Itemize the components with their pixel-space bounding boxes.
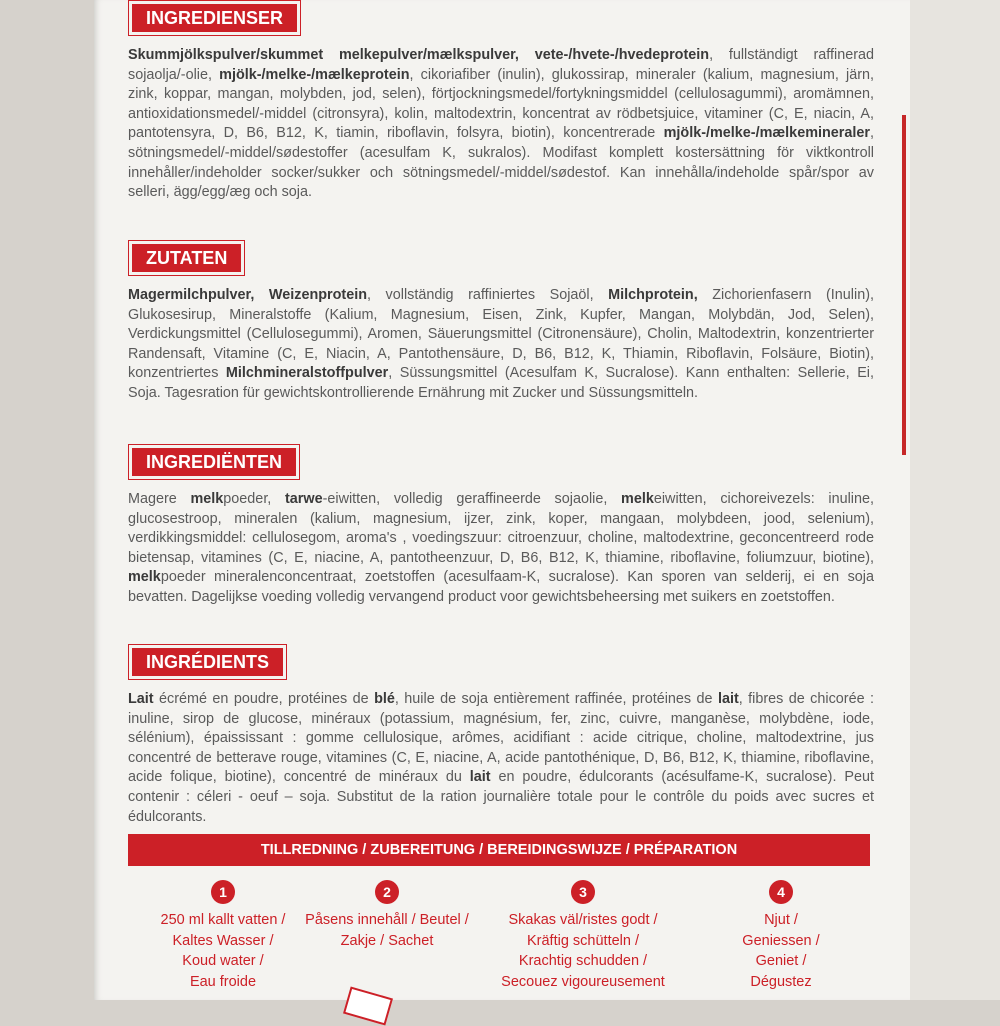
step-number: 3	[571, 880, 595, 904]
ingredient-fragment: Magere	[128, 491, 191, 507]
allergen-text: Skummjölkspulver/skummet melkepulver/mælkspulver, vete-/hvete-/hvedeprotein	[128, 47, 710, 63]
step-4	[686, 880, 876, 992]
step-text: Secouez vigoureusement	[501, 973, 665, 990]
allergen-text: melk	[128, 569, 161, 586]
step-text: Zakje / Sachet	[340, 932, 434, 949]
section-sv	[128, 0, 874, 203]
step-text: Skakas väl/ristes godt /	[508, 912, 658, 928]
background-strip	[910, 0, 1000, 1000]
section-de	[128, 240, 874, 404]
ingredient-text	[128, 286, 874, 404]
ingredient-fragment: , Süssungsmittel (Acesulfam K, Sucralose). Kann enthalten: Sellerie, Ei, Soja. Tagesration für gewichtskontrollierende Ernährung mit Zucker und Süssungsmitteln.	[128, 365, 874, 401]
step-text: Geniet /	[755, 953, 807, 969]
ingredient-fragment: écrémé en poudre, protéines de	[153, 691, 375, 707]
allergen-text: mjölk-/melke-/mælkemineraler	[663, 125, 870, 142]
ingredient-fragment: poeder,	[223, 491, 285, 507]
step-number: 2	[375, 880, 399, 904]
ingredient-fragment: , fibres de chicorée : inuline, sirop de glucose, minéraux (potassium, magnésium, fer, zinc, cuivre, manganèse, molybdène, iode, sélénium), épaississant : gomme cellulosique, arômes, acidifiant : acide citrique, choline, maltodextrine, jus concentré de betterave rouge, vitamines (C, E, niacine, A, acide pantothénique, D, B6, B12, K, thiamine, riboflavine, acide folique, biotine), concentré de minéraux du	[128, 691, 874, 786]
step-number: 4	[769, 880, 793, 904]
ingredient-fragment: eiwitten, cichoreivezels: inuline, glucosestroop, mineralen (kalium, magnesium, ijzer, zink, koper, mangaan, molybdeen, jood, selenium), verdikkingsmiddel: cellulosegom, aroma's , voedingszuur: citroenzuur, choline, maltodextrine, geconcentreerd rode bietensap, vitamines (C, E, niacine, A, pantotheenzuur, D, B6, B12, K, thiamine, riboflavine, foliumzuur, biotine),	[128, 491, 874, 566]
allergen-text: blé	[374, 691, 395, 707]
section-nl	[128, 444, 874, 608]
ingredient-text	[128, 490, 874, 608]
ingredient-fragment: , cikoriafiber (inulin), glukossirap, mineraler (kalium, magnesium, järn, zink, koppar, mangan, molybden, jod, selen), förtjockningsmedel/fortykningsmiddel (cellulosagummi), aromämnen, antioxidationsmedel/-middel (citronsyra), kolin, maltodextrin, koncentrat av rödbetsjuice, vitaminer (C, E, niacin, A, pantotensyra, D, B6, B12, K, tiamin, riboflavin, folsyra, biotin), koncentrerade	[128, 66, 874, 142]
preparation-heading: TILLREDNING / ZUBEREITUNG / BEREIDINGSWIJZE / PRÉPARATION	[128, 834, 870, 866]
step-number: 1	[211, 880, 235, 904]
section-heading: INGRÉDIENTS	[128, 644, 287, 680]
step-text: 250 ml kallt vatten /	[160, 912, 286, 928]
step-text: Påsens innehåll / Beutel /	[305, 912, 469, 928]
ingredient-fragment: , fullständigt raffinerad sojaolja/-olie,	[128, 47, 874, 83]
ingredient-text	[128, 690, 874, 827]
red-edge-line	[902, 115, 906, 455]
allergen-text: lait	[469, 769, 491, 786]
step-text: Njut /	[764, 912, 798, 928]
allergen-text: melk	[190, 491, 224, 507]
allergen-text: mjölk-/melke-/mælkeprotein	[219, 66, 410, 83]
step-3	[488, 880, 678, 992]
allergen-text: melk	[621, 491, 654, 507]
ingredient-fragment: -eiwitten, volledig geraffineerde sojaolie,	[322, 491, 622, 507]
section-heading: ZUTATEN	[128, 240, 245, 276]
step-2	[292, 880, 482, 951]
allergen-text: Milchprotein,	[608, 287, 698, 303]
step-text: Koud water /	[182, 953, 264, 969]
sachet-icon	[343, 986, 393, 1025]
ingredient-fragment: , sötningsmedel/-middel/sødestoffer (acesulfam K, sukralos). Modifast komplett kostersättning för viktkontroll innehåller/indeholder socker/sukker och sötningsmedel/-middel/sødestof. Kan innehålla/indeholde spår/spor av selleri, ägg/egg/æg och soja.	[128, 125, 874, 201]
step-text: Krachtig schudden /	[518, 953, 648, 969]
ingredient-fragment: poeder mineralenconcentraat, zoetstoffen (acesulfaam-K, sucralose). Kan sporen van selderij, ei en soja bevatten. Dagelijkse voeding volledig vervangend product voor gewichtsbeheersing met suikers en zoetstoffen.	[128, 569, 874, 605]
ingredient-fragment: , huile de soja entièrement raffinée, protéines de	[394, 691, 718, 707]
step-text: Kaltes Wasser /	[172, 932, 274, 949]
allergen-text: Milchmineralstoffpulver	[225, 365, 389, 382]
allergen-text: tarwe	[285, 491, 323, 507]
step-text: Dégustez	[750, 973, 812, 990]
section-heading: INGREDIËNTEN	[128, 444, 300, 480]
ingredient-fragment: Zichorienfasern (Inulin), Glukosesirup, Mineralstoffe (Kalium, Magnesium, Eisen, Zink, Kupfer, Mangan, Molybdän, Jod, Selen), Verdickungsmittel (Cellulosegummi), Aromen, Säuerungsmittel (Citronensäure), Cholin, Maltodextrin, konzentrierter Randensaft, Vitamine (C, E, Niacin, A, Pantothensäure, D, B6, B12, K, Thiamin, Riboflavin, Folsäure, Biotin), konzentriertes	[128, 287, 874, 382]
ingredient-fragment: , vollständig raffiniertes Sojaöl,	[367, 287, 609, 303]
allergen-text: Magermilchpulver, Weizenprotein	[128, 287, 367, 303]
ingredient-text	[128, 46, 874, 203]
step-text: Kräftig schütteln /	[526, 932, 640, 949]
section-fr	[128, 644, 874, 827]
section-heading: INGREDIENSER	[128, 0, 301, 36]
step-1	[128, 880, 318, 992]
allergen-text: Lait	[128, 691, 154, 707]
preparation-steps	[128, 880, 870, 1000]
ingredient-fragment: en poudre, édulcorants (acésulfame-K, sucralose). Peut contenir : céleri - oeuf – soja. Substitut de la ration journalière totale pour le contrôle du poids avec sucres et édulcorants.	[128, 769, 874, 825]
step-text: Geniessen /	[742, 932, 820, 949]
allergen-text: lait	[717, 691, 739, 707]
step-text: Eau froide	[189, 973, 257, 990]
